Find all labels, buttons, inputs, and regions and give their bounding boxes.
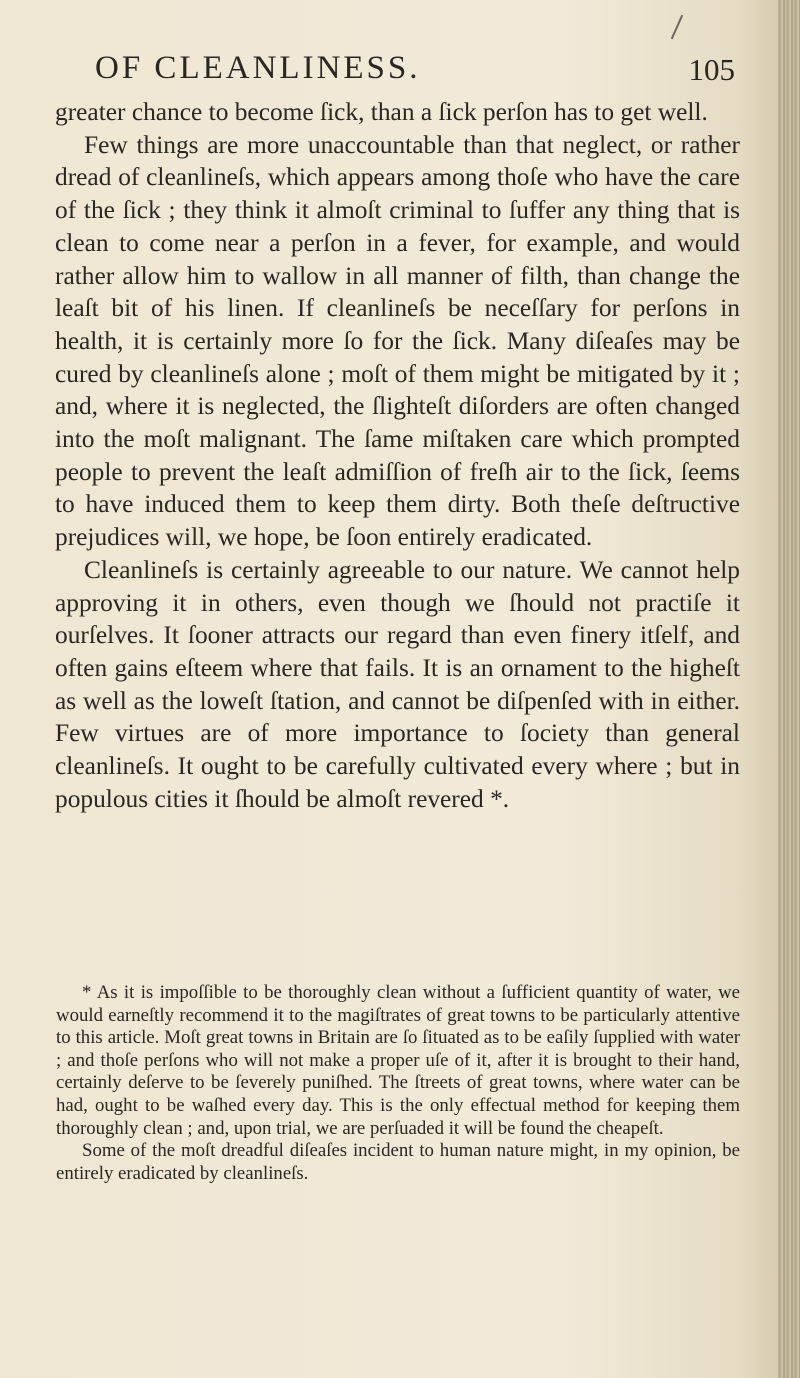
body-text xyxy=(55,96,740,815)
page-header xyxy=(95,50,735,90)
page-gutter xyxy=(778,0,800,1378)
footnote-diseases: Some of the moſt dreadful diſeaſes incident to human nature might, in my opinion, be entirely eradicated by cleanlineſs. xyxy=(56,1140,740,1184)
paragraph-cleanliness-agreeable: Cleanlineſs is certainly agreeable to our nature. We cannot help approving it in others, even though we ſhould not practiſe it ourſelves. It ſooner attracts our regard than even finery itſelf, and often gains eſteem where that fails. It is an ornament to the higheſt as well as the loweſt ſtation, and cannot be diſpenſed with in either. Few virtues are of more importance to ſociety than general cleanlineſs. It ought to be carefully cultivated every where ; but in populous cities it ſhould be almoſt revered *. xyxy=(55,555,740,813)
running-title: OF CLEANLINESS. xyxy=(95,50,421,86)
footnotes xyxy=(56,982,740,1185)
footnote-water-supply: * As it is impoſſible to be thoroughly clean without a ſufficient quantity of water, we would earneſtly recommend it to the magiſtrates of great towns to be particularly attentive to this article. Moſt great towns in Britain are ſo ſituated as to be eaſily ſupplied with water ; and thoſe perſons who will not make a proper uſe of it, after it is brought to their hand, certainly deſerve to be ſeverely puniſhed. The ſtreets of great towns, where water can be had, ought to be waſhed every day. This is the only effectual method for keeping them thoroughly clean ; and, upon trial, we are perſuaded it will be found the cheapeſt. xyxy=(56,982,740,1139)
paragraph-continued: greater chance to become ſick, than a ſick perſon has to get well. xyxy=(55,98,708,126)
paragraph-neglect-of-cleanliness: Few things are more unaccountable than that neglect, or rather dread of cleanlineſs, which appears among thoſe who have the care of the ſick ; they think it almoſt criminal to ſuffer any thing that is clean to come near a perſon in a fever, for example, and would rather allow him to wallow in all manner of filth, than change the leaſt bit of his linen. If cleanlineſs be neceſſary for perſons in health, it is certainly more ſo for the ſick. Many diſeaſes may be cured by cleanlineſs alone ; moſt of them might be mitigated by it ; and, where it is neglected, the ſlighteſt diſorders are often changed into the moſt malignant. The ſame miſtaken care which prompted people to prevent the leaſt admiſſion of freſh air to the ſick, ſeems to have induced them to keep them dirty. Both theſe deſtructive prejudices will, we hope, be ſoon entirely eradicated. xyxy=(55,130,740,552)
page-number: 105 xyxy=(688,52,735,87)
stray-ink-mark xyxy=(671,15,683,40)
